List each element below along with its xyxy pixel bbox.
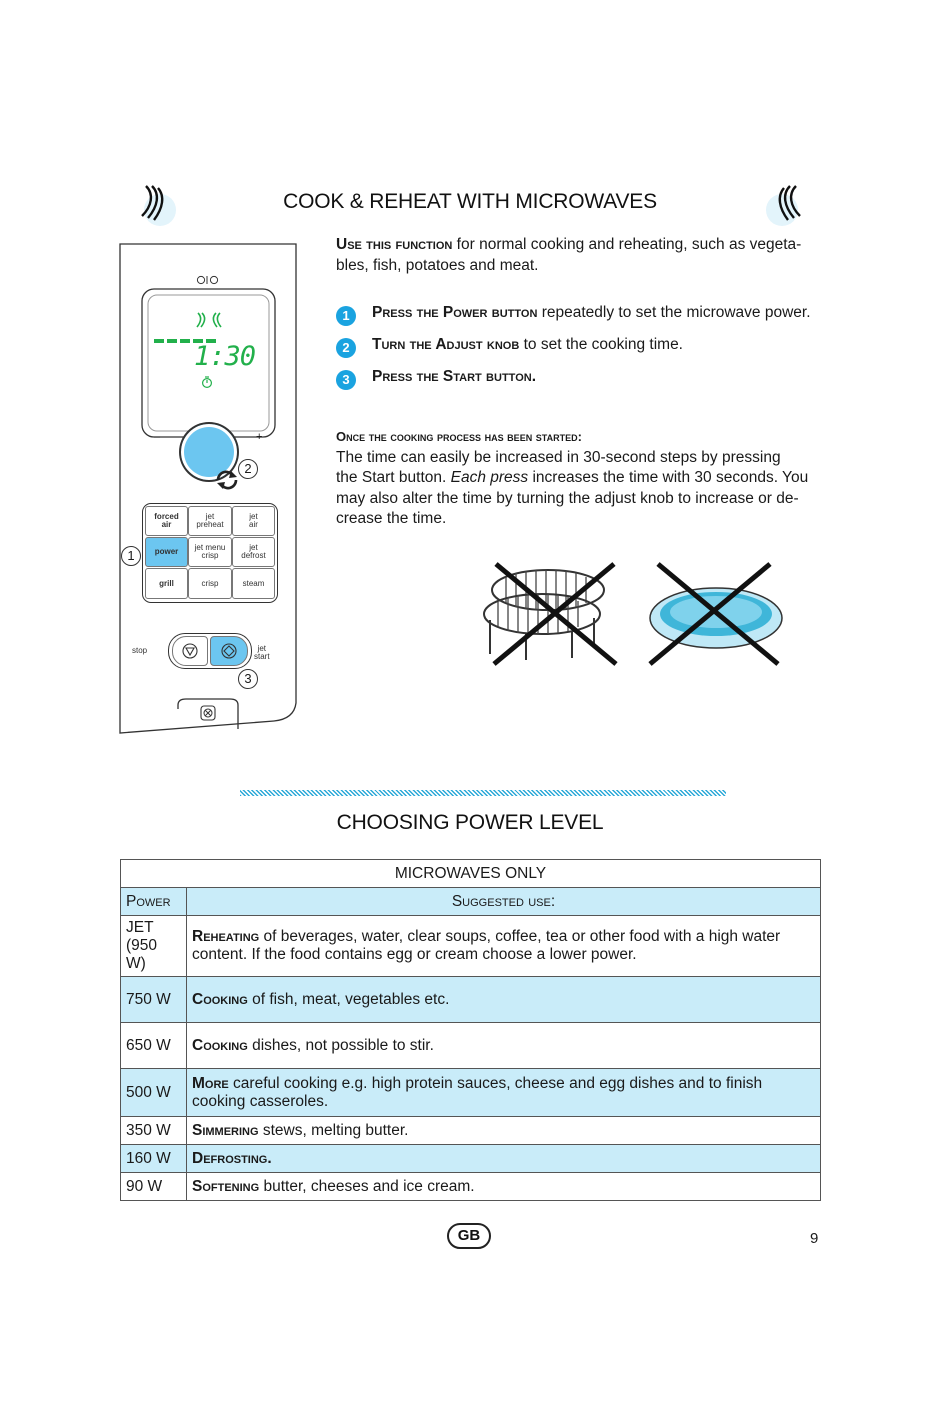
once-line-2a: the Start button. <box>336 469 451 486</box>
power-level-table <box>120 859 821 1201</box>
step-number-badge: 1 <box>336 306 356 326</box>
section-title-power-level: CHOOSING POWER LEVEL <box>336 811 604 834</box>
intro-lead: Use this function <box>336 236 453 253</box>
use-cell: Simmering stews, melting butter. <box>187 1117 821 1145</box>
table-row <box>121 1117 821 1145</box>
table-row <box>121 1069 821 1117</box>
page-number: 9 <box>810 1230 819 1247</box>
step-2 <box>336 336 683 358</box>
power-cell: 350 W <box>121 1117 187 1145</box>
intro-rest-2: bles, fish, potatoes and meat. <box>336 256 539 274</box>
power-button[interactable]: power <box>145 537 188 567</box>
use-cell: Reheating of beverages, water, clear soups, coffee, tea or other food with a high water content. If the food contains egg or cream choose a lower power. <box>187 916 821 977</box>
stop-icon <box>182 643 198 659</box>
column-header-suggested-use: Suggested use: <box>187 888 821 916</box>
once-started-heading: Once the cooking process has been started: <box>336 429 582 444</box>
table-caption: MICROWAVES ONLY <box>121 860 821 888</box>
timer-icon <box>201 376 213 388</box>
step-lead: Press the Start button. <box>372 368 536 385</box>
step-text: to set the cooking time. <box>519 336 683 353</box>
step-text: repeatedly to set the microwave power. <box>537 304 811 321</box>
jet-start-label: jet start <box>254 644 270 661</box>
steam-button[interactable]: steam <box>232 568 275 599</box>
table-row <box>121 1145 821 1173</box>
section-divider <box>240 790 726 796</box>
power-cell: 160 W <box>121 1145 187 1173</box>
step-1 <box>336 304 811 326</box>
table-row <box>121 1023 821 1069</box>
jet-defrost-button[interactable]: jet defrost <box>232 537 275 567</box>
use-cell: Softening butter, cheeses and ice cream. <box>187 1173 821 1201</box>
grill-button[interactable]: grill <box>145 568 188 599</box>
power-cell: 500 W <box>121 1069 187 1117</box>
once-line-2-italic: Each press <box>450 469 529 486</box>
start-button[interactable] <box>210 636 248 666</box>
intro-rest-1: for normal cooking and reheating, such as vegeta- <box>452 236 802 253</box>
stop-label: stop <box>132 646 148 655</box>
step-number-badge: 2 <box>336 338 356 358</box>
door-release-button[interactable] <box>198 705 218 721</box>
start-icon <box>221 643 237 659</box>
jet-preheat-button[interactable]: jet preheat <box>188 506 232 536</box>
display-time: 1:30 <box>194 341 256 372</box>
step-number-badge: 3 <box>336 370 356 390</box>
table-row <box>121 977 821 1023</box>
forced-air-button[interactable]: forced air <box>145 506 188 536</box>
once-line-3: may also alter the time by turning the adjust knob to increase or de- <box>336 489 799 507</box>
table-row <box>121 1173 821 1201</box>
clock-power-icon <box>196 275 220 285</box>
use-cell: Cooking of fish, meat, vegetables etc. <box>187 977 821 1023</box>
crossed-out-rack-icon <box>476 560 622 668</box>
once-line-1: The time can easily be increased in 30-second steps by pressing <box>336 448 781 466</box>
step-lead: Turn the Adjust knob <box>372 336 520 353</box>
once-started-paragraph <box>336 427 831 530</box>
intro-paragraph <box>336 235 826 276</box>
control-panel-illustration <box>118 243 298 735</box>
callout-1: 1 <box>121 546 141 566</box>
use-cell: More careful cooking e.g. high protein sauces, cheese and egg dishes and to finish cooking casseroles. <box>187 1069 821 1117</box>
stop-button[interactable] <box>172 636 208 666</box>
step-lead: Press the Power button <box>372 304 538 321</box>
knob-minus-label: – <box>154 431 161 443</box>
callout-2: 2 <box>238 459 258 479</box>
door-icon <box>200 705 216 721</box>
display-microwave-icon <box>194 311 226 329</box>
jet-air-button[interactable]: jet air <box>232 506 275 536</box>
section-title-cook-reheat: COOK & REHEAT WITH MICROWAVES <box>283 190 657 213</box>
column-header-power: Power <box>121 888 187 916</box>
once-line-4: crease the time. <box>336 510 447 527</box>
power-cell: 90 W <box>121 1173 187 1201</box>
rotate-arrows-icon <box>214 468 240 492</box>
crossed-out-dish-icon <box>644 560 784 668</box>
once-line-2b: increases the time with 30 seconds. You <box>528 469 809 486</box>
power-cell: 650 W <box>121 1023 187 1069</box>
crisp-button[interactable]: crisp <box>188 568 232 599</box>
knob-plus-label: + <box>256 431 263 443</box>
power-cell: 750 W <box>121 977 187 1023</box>
power-cell: JET (950 W) <box>121 916 187 977</box>
step-3 <box>336 368 536 390</box>
country-badge: GB <box>447 1223 491 1249</box>
use-cell: Defrosting. <box>187 1145 821 1173</box>
table-row <box>121 916 821 977</box>
jet-menu-crisp-button[interactable]: jet menu crisp <box>188 537 232 567</box>
callout-3: 3 <box>238 669 258 689</box>
use-cell: Cooking dishes, not possible to stir. <box>187 1023 821 1069</box>
